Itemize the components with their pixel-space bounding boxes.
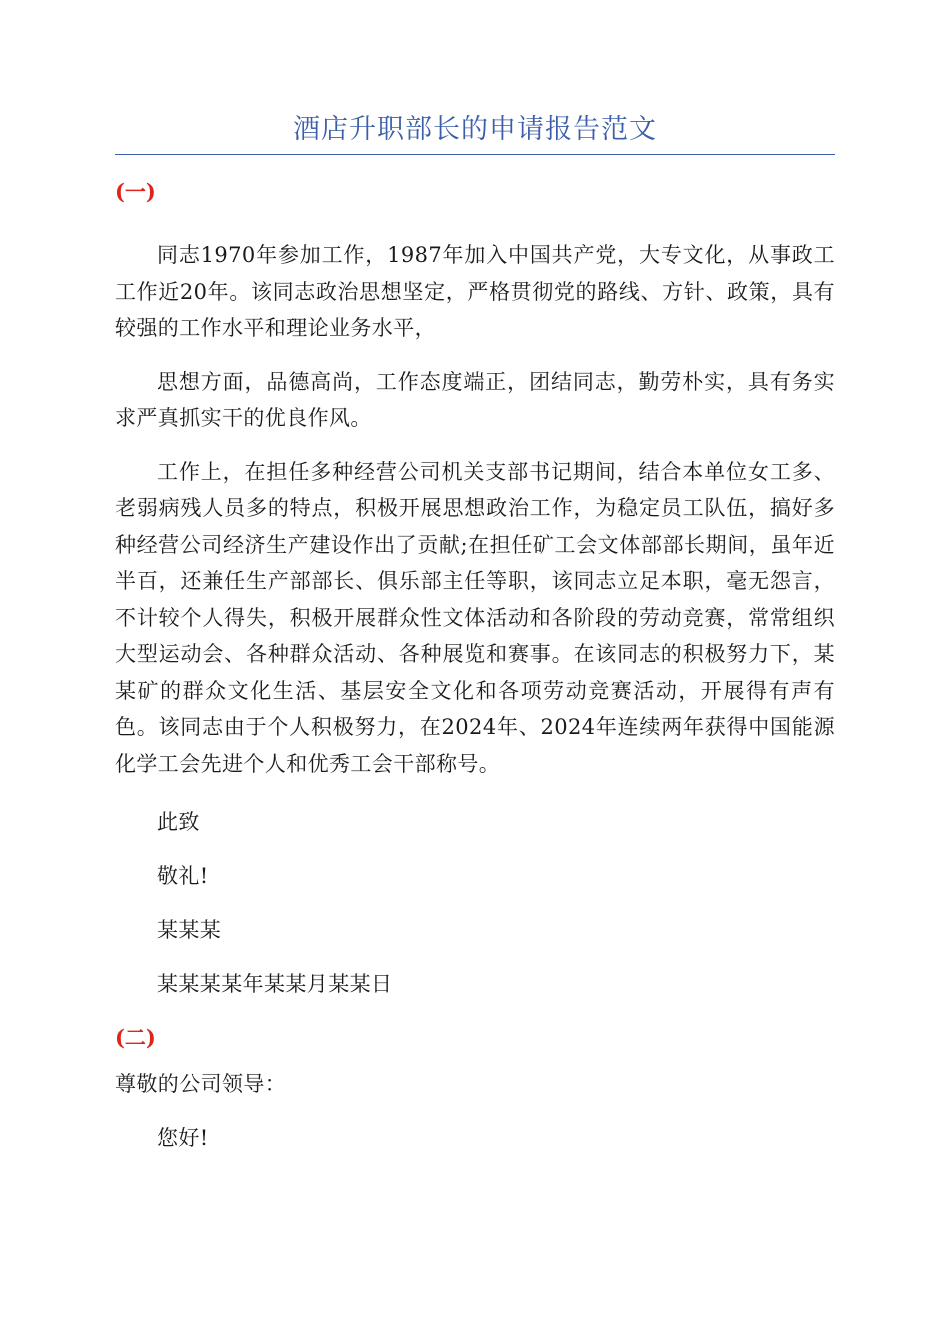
paragraph-1: 同志1970年参加工作，1987年加入中国共产党，大专文化，从事政工工作近20年。该同志政治思想坚定，严格贯彻党的路线、方针、政策，具有较强的工作水平和理论业务水平， [115, 243, 835, 340]
signature-date: 某某某某年某某月某某日 [157, 972, 393, 996]
section-heading-1: (一) [115, 179, 156, 204]
document-page [115, 110, 835, 1153]
paragraph-2: 思想方面，品德高尚，工作态度端正，团结同志，勤劳朴实，具有务实求严真抓实干的优良作风。 [115, 369, 835, 430]
greeting: 您好! [157, 1126, 209, 1150]
page-title: 酒店升职部长的申请报告范文 [115, 110, 835, 155]
salutation: 尊敬的公司领导： [115, 1072, 287, 1096]
paragraph-3: 工作上，在担任多种经营公司机关支部书记期间，结合本单位女工多、老弱病残人员多的特点，积极开展思想政治工作，为稳定员工队伍，搞好多种经营公司经济生产建设作出了贡献;在担任矿工会文体部部长期间，虽年近半百，还兼任生产部部长、俱乐部主任等职，该同志立足本职，毫无怨言，不计较个人得失，积极开展群众性文体活动和各阶段的劳动竞赛，常常组织大型运动会、各种群众活动、各种展览和赛事。在该同志的积极努力下，某某矿的群众文化生活、基层安全文化和各项劳动竞赛活动，开展得有声有色。该同志由于个人积极努力，在2024年、2024年连续两年获得中国能源化学工会先进个人和优秀工会干部称号。 [115, 459, 835, 776]
signature-name: 某某某 [157, 918, 222, 942]
closing-cizhi: 此致 [157, 810, 200, 834]
section-heading-2: (二) [115, 1025, 156, 1050]
closing-jingli: 敬礼! [157, 864, 209, 888]
